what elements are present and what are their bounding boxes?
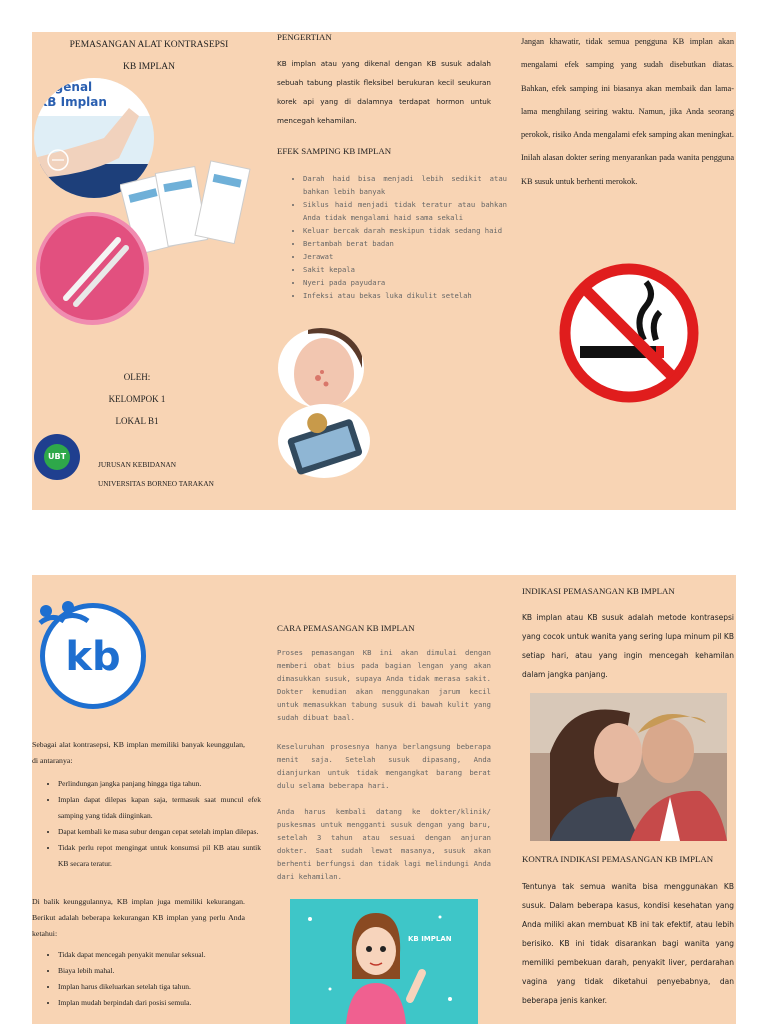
list-item: • Keluar bercak darah meskipun tidak sedang haid [303, 224, 507, 237]
kontra-indikasi-text: Tentunya tak semua wanita bisa menggunakan KB susuk. Dalam beberapa kasus, kondisi kesehatan yang Anda miliki akan membuat KB ini tak efektif, atau lebih berisiko. KB ini tidak disarankan bagi wanita yang memiliki pembekuan darah, penyakit liver, perdarahan vagina yang tidak diketahui penyebabnya, dan beberapa jenis kanker. [522, 882, 734, 1005]
list-item: • Implan dapat dilepas kapan saja, termasuk saat muncul efek samping yang tidak diinginkan. [58, 792, 261, 824]
list-item: • Siklus haid menjadi tidak teratur atau bahkan Anda tidak mengalami haid sama sekali [303, 198, 507, 224]
cara-pemasangan-p2: Keseluruhan prosesnya hanya berlangsung beberapa menit saja. Setelah susuk dipasang, Anda dianjurkan untuk tidak mengangkat barang berat dulu selama beberapa hari. [277, 742, 491, 790]
cara-pemasangan-p3: Anda harus kembali datang ke dokter/klinik/ puskesmas untuk mengganti susuk dengan yang baru, setelah 3 tahun atau sesuai dengan anjuran dokter. Saat sudah lewat masanya, susuk akan berhenti berfungsi dan tidak lagi melindungi Anda dari kehamilan. [277, 807, 491, 881]
indikasi-heading: INDIKASI PEMASANGAN KB IMPLAN [522, 586, 675, 596]
title-line-1: PEMASANGAN ALAT KONTRASEPSI [69, 40, 229, 50]
title-line-2: KB IMPLAN [123, 62, 175, 72]
brochure-title [54, 34, 244, 78]
list-item: • Jerawat [303, 250, 507, 263]
efek-samping-list [287, 172, 507, 302]
poster-text-2: KB Implan [38, 95, 107, 109]
indikasi-text: KB implan atau KB susuk adalah metode kontrasepsi yang cocok untuk wanita yang sering lupa minum pil KB setiap hari, atau yang ingin mencegah kehamilan dalam jangka panjang. [522, 613, 734, 679]
couple-photo [530, 693, 727, 841]
perokok-text: Jangan khawatir, tidak semua pengguna KB implan akan mengalami efek samping yang sudah disebutkan diatas. Bahkan, efek samping ini biasanya akan membaik dan lama-lama menghilang seiring waktu. Namun, jika Anda seorang perokok, risiko Anda mengalami efek samping akan meningkat. Inilah alasan dokter sering menyarankan pada wanita pengguna KB susuk untuk berhenti merokok. [521, 37, 734, 186]
universitas-label: UNIVERSITAS BORNEO TARAKAN [98, 479, 214, 488]
implant-rods-image [36, 212, 149, 325]
list-item: • Nyeri pada payudara [303, 276, 507, 289]
list-item: • Implan mudah berpindah dari posisi semula. [58, 995, 261, 1011]
group-info [92, 366, 182, 432]
list-item: • Tidak perlu repot mengingat untuk konsumsi pil KB atau suntik KB secara teratur. [58, 840, 261, 872]
institution-info [98, 455, 214, 493]
cartoon-label: KB IMPLAN [408, 935, 452, 943]
kekurangan-list [42, 947, 261, 1011]
list-item: • Dapat kembali ke masa subur dengan cepat setelah implan dilepas. [58, 824, 261, 840]
kontra-indikasi-heading: KONTRA INDIKASI PEMASANGAN KB IMPLAN [522, 854, 714, 864]
keunggulan-list [42, 776, 261, 872]
logo-text: UBT [44, 444, 70, 470]
list-item: • Tidak dapat mencegah penyakit menular seksual. [58, 947, 261, 963]
list-item: • Implan harus dikeluarkan setelah tiga tahun. [58, 979, 261, 995]
list-item: • Darah haid bisa menjadi lebih sedikit atau bahkan lebih banyak [303, 172, 507, 198]
poster-text-1: engenal [38, 80, 93, 94]
no-smoking-icon [556, 260, 702, 406]
efek-samping-heading: EFEK SAMPING KB IMPLAN [277, 146, 392, 156]
pengertian-text: KB implan atau yang dikenal dengan KB susuk adalah sebuah tabung plastik fleksibel berukuran kecil seukuran korek api yang di dalamnya terdapat hormon untuk mencegah kehamilan. [277, 59, 491, 125]
kb-logo-text: kb [65, 634, 121, 680]
brochure-inside-panel [32, 575, 736, 1024]
list-item: • Sakit kepala [303, 263, 507, 276]
pengertian-heading: PENGERTIAN [277, 32, 332, 42]
brochure-outside-panel [32, 32, 736, 510]
list-item: • Perlindungan jangka panjang hingga tiga tahun. [58, 776, 261, 792]
kekurangan-intro: Di balik keunggulannya, KB implan juga memiliki kekurangan. Berikut adalah beberapa kekurangan KB implan yang perlu Anda ketahui: [32, 897, 245, 938]
cara-pemasangan-heading: CARA PEMASANGAN KB IMPLAN [277, 623, 415, 633]
acne-face-image [278, 328, 364, 408]
list-item: • Infeksi atau bekas luka dikulit setelah [303, 289, 507, 302]
family-figures-icon [34, 599, 104, 639]
cara-pemasangan-p1: Proses pemasangan KB ini akan dimulai dengan memberi obat bius pada bagian lengan yang akan dimasukkan susuk, supaya Anda tidak merasa sakit. Dokter kemudian akan menggunakan jarum kecil untuk memasukkan tabung susuk di bawah kulit yang sudah dibuat baal. [277, 648, 491, 722]
kb-implan-cartoon-image [290, 899, 478, 1024]
keunggulan-intro: Sebagai alat kontrasepsi, KB implan memiliki banyak keunggulan, di antaranya: [32, 740, 245, 765]
jurusan-label: JURUSAN KEBIDANAN [98, 460, 177, 469]
lokal-label: LOKAL B1 [115, 416, 159, 426]
list-item: • Biaya lebih mahal. [58, 963, 261, 979]
oleh-label: OLEH: [123, 372, 151, 382]
list-item: • Bertambah berat badan [303, 237, 507, 250]
university-logo [34, 434, 80, 480]
kelompok-label: KELOMPOK 1 [108, 394, 166, 404]
weight-scale-image [278, 404, 370, 478]
